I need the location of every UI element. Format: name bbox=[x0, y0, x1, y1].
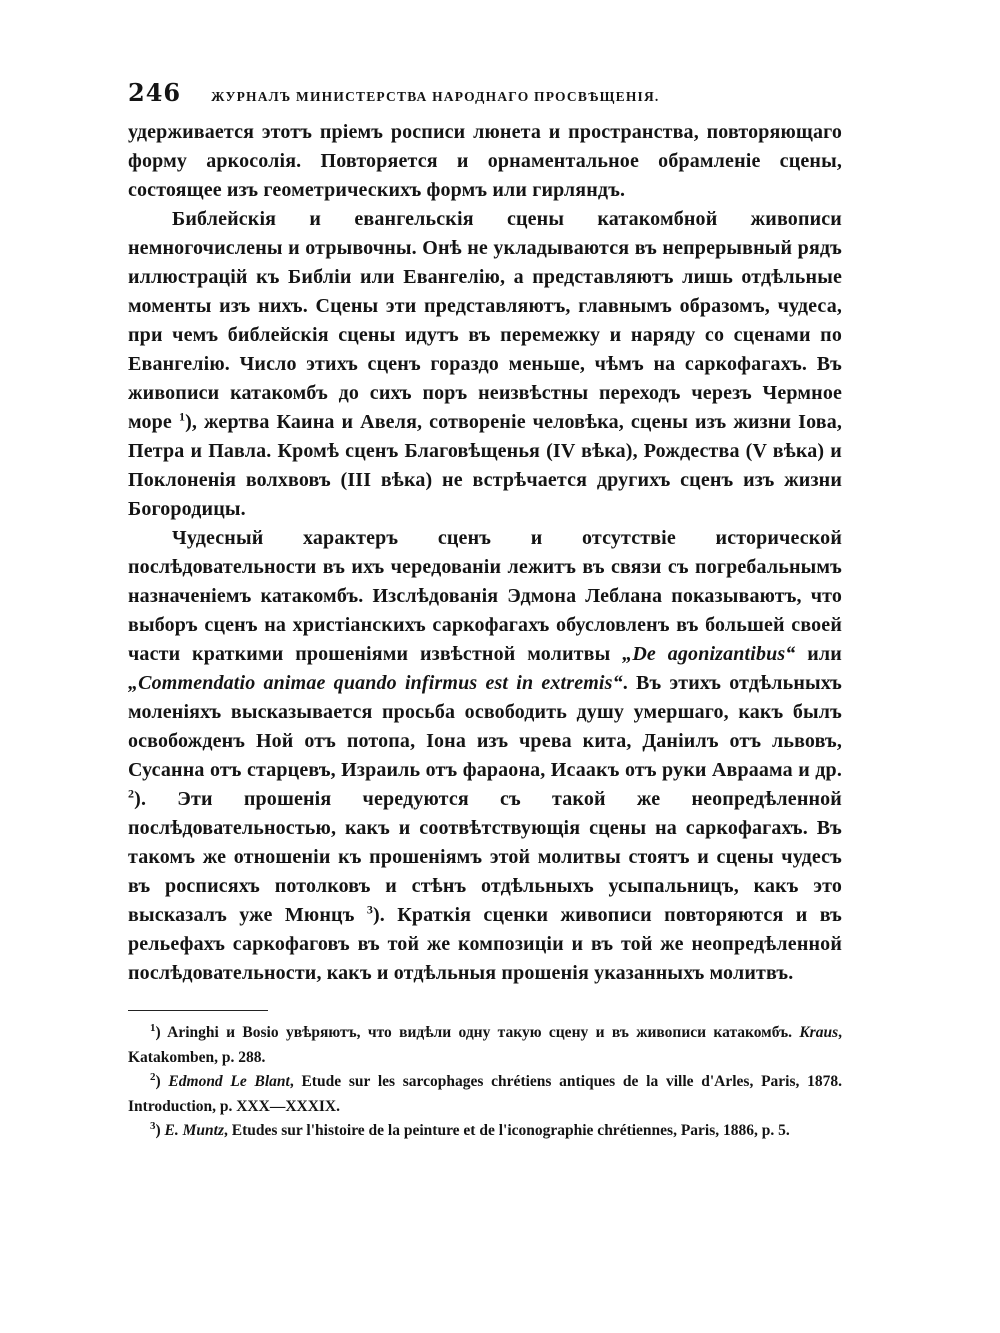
footnote-ref-1[interactable]: 1 bbox=[178, 409, 186, 424]
footnote-2-author: Edmond Le Blant bbox=[168, 1073, 290, 1090]
paragraph-2-text-a: Библейскія и евангельскія сцены катакомбной живописи немногочислены и отрывочны. Онѣ не укладываются въ непрерывный рядъ иллюстрацій къ Библіи или Евангелію, а представляютъ лишь отдѣльные моменты изъ нихъ. Сцены эти представляютъ, главнымъ образомъ, чудеса, при чемъ библейскія сцены идутъ въ перемежку и наряду со сценами по Евангелію. Число этихъ сценъ гораздо меньше, чѣмъ на саркофагахъ. Въ живописи катакомбъ до сихъ поръ неизвѣстны переходъ черезъ Чермное море bbox=[128, 208, 842, 433]
running-header bbox=[128, 78, 842, 118]
paragraph-1 bbox=[128, 118, 842, 205]
footnote-1-text-a: Aringhi и Bosio увѣряютъ, что видѣли одну такую сцену и въ живописи катакомбъ. bbox=[160, 1024, 800, 1041]
paragraph-1-text: удерживается этотъ пріемъ росписи люнета и пространства, повторяющаго форму аркосолія. Повторяется и орнаментальное обрамленіе сцены, состоящее изъ геометрическихъ формъ или гирляндъ. bbox=[128, 121, 842, 201]
footnote-1-marker: 1 bbox=[150, 1021, 156, 1034]
footnote-1-author: Kraus bbox=[799, 1024, 839, 1041]
journal-title: ЖУРНАЛЪ МИНИСТЕРСТВА НАРОДНАГО ПРОСВѢЩЕНІЯ. bbox=[211, 89, 660, 104]
footnote-2: $^2$) Edmond Le Blant, Etude sur les sarcophages chrétiens antiques de la ville d'Arles, Paris, 1878. Introduction, p. XXX—XXXIX. bbox=[128, 1070, 843, 1115]
paragraph-3-text-b: или bbox=[795, 643, 842, 665]
footnotes bbox=[128, 1021, 842, 1144]
book-page bbox=[128, 78, 842, 1144]
footnote-ref-2[interactable]: 2 bbox=[128, 786, 135, 801]
paragraph-3-text-c: . Въ этихъ отдѣльныхъ моленіяхъ высказывается просьба освободить душу умершаго, какъ былъ освобожденъ Ной отъ потопа, Іона изъ чрева кита, Даніилъ отъ львовъ, Сусанна отъ старцевъ, Израиль отъ фараона, Исаакъ отъ руки Авраама и др. bbox=[128, 672, 842, 781]
footnote-2-text-b: , Etude sur les sarcophages chrétiens antiques de la ville d'Arles, Paris, 1878. Introduction, p. XXX—XXXIX. bbox=[128, 1073, 843, 1115]
footnote-3-marker: 3 bbox=[150, 1119, 156, 1132]
paragraph-3-text-e: . Краткія сценки живописи повторяются и въ рельефахъ саркофаговъ въ той же композиціи и въ той же неопредѣленной послѣдовательности, какъ и отдѣльныя прошенія указанныхъ молитвъ. bbox=[128, 904, 842, 984]
paragraph-3: Чудесный характеръ сценъ и отсутствіе исторической послѣдовательности въ ихъ чередованіи лежитъ въ связи съ погребальнымъ назначеніемъ катакомбъ. Изслѣдованія Эдмона Леблана показываютъ, что выборъ сценъ на христіанскихъ саркофагахъ обусловленъ въ большей своей части краткими прошеніями извѣстной молитвы „De agonizantibus“ или „Commendatio animae quando infirmus est in extremis“. Въ этихъ отдѣльныхъ моленіяхъ высказывается просьба освободить душу умершаго, какъ былъ освобожденъ Ной отъ потопа, Іона изъ чрева кита, Даніилъ отъ львовъ, Сусанна отъ старцевъ, Израиль отъ фараона, Исаакъ отъ руки Авраама и др. $^2$). Эти прошенія чередуются съ такой же неопредѣленной послѣдовательностью, какъ и соотвѣтствующія сцены на саркофагахъ. Въ такомъ же отношеніи къ прошеніямъ этой молитвы стоятъ и сцены чудесъ въ росписяхъ потолковъ и стѣнъ отдѣльныхъ усыпальницъ, какъ это высказалъ уже Мюнцъ $^3$). Краткія сценки живописи повторяются и въ рельефахъ саркофаговъ въ той же композиціи и въ той же неопредѣленной послѣдовательности, какъ и отдѣльныя прошенія указанныхъ молитвъ. bbox=[128, 527, 842, 984]
paragraph-2: Библейскія и евангельскія сцены катакомбной живописи немногочислены и отрывочны. Онѣ не укладываются въ непрерывный рядъ иллюстрацій къ Библіи или Евангелію, а представляютъ лишь отдѣльные моменты изъ нихъ. Сцены эти представляютъ, главнымъ образомъ, чудеса, при чемъ библейскія сцены идутъ въ перемежку и наряду со сценами по Евангелію. Число этихъ сценъ гораздо меньше, чѣмъ на саркофагахъ. Въ живописи катакомбъ до сихъ поръ неизвѣстны переходъ черезъ Чермное море $^1$), жертва Каина и Авеля, сотвореніе человѣка, сцены изъ жизни Іова, Петра и Павла. Кромѣ сценъ Благовѣщенья (IV вѣка), Рождества (V вѣка) и Поклоненія волхвовъ (III вѣка) не встрѣчается другихъ сценъ изъ жизни Богородицы. bbox=[128, 208, 842, 520]
paragraph-2-text-b: , жертва Каина и Авеля, сотвореніе человѣка, сцены изъ жизни Іова, Петра и Павла. Кромѣ сценъ Благовѣщенья (IV вѣка), Рождества (V вѣка) и Поклоненія волхвовъ (III вѣка) не встрѣчается другихъ сценъ изъ жизни Богородицы. bbox=[128, 411, 842, 520]
footnote-1-text-b: , Katakomben, p. 288. bbox=[128, 1024, 842, 1066]
footnote-2-marker: 2 bbox=[150, 1070, 156, 1083]
footnote-3-text-b: , Etudes sur l'histoire de la peinture et de l'iconographie chrétiennes, Paris, 1886, p. 5. bbox=[224, 1122, 790, 1139]
paragraph-3-text-a: Чудесный характеръ сценъ и отсутствіе исторической послѣдовательности въ ихъ чередованіи лежитъ въ связи съ погребальнымъ назначеніемъ катакомбъ. Изслѣдованія Эдмона Леблана показываютъ, что выборъ сценъ на христіанскихъ саркофагахъ обусловленъ въ большей своей части краткими прошеніями извѣстной молитвы bbox=[128, 527, 842, 665]
footnote-1: $^1$) Aringhi и Bosio увѣряютъ, что видѣли одну такую сцену и въ живописи катакомбъ. Kraus, Katakomben, p. 288. bbox=[128, 1021, 842, 1066]
latin-prayer-title-1: „De agonizantibus“ bbox=[622, 643, 796, 665]
latin-prayer-title-2: „Commendatio animae quando infirmus est in extremis“ bbox=[128, 672, 623, 694]
paragraph-3-text-d: . Эти прошенія чередуются съ такой же неопредѣленной послѣдовательностью, какъ и соотвѣтствующія сцены на саркофагахъ. Въ такомъ же отношеніи къ прошеніямъ этой молитвы стоятъ и сцены чудесъ въ росписяхъ потолковъ и стѣнъ отдѣльныхъ усыпальницъ, какъ это высказалъ уже Мюнцъ bbox=[128, 788, 842, 926]
footnote-divider bbox=[128, 1010, 268, 1011]
footnote-3: $^3$) E. Muntz, Etudes sur l'histoire de la peinture et de l'iconographie chrétiennes, Paris, 1886, p. 5. bbox=[150, 1119, 790, 1139]
page-number: 246 bbox=[128, 78, 182, 107]
body-text bbox=[128, 118, 842, 988]
footnote-ref-3[interactable]: 3 bbox=[366, 902, 373, 917]
footnote-3-author: E. Muntz bbox=[164, 1122, 224, 1139]
